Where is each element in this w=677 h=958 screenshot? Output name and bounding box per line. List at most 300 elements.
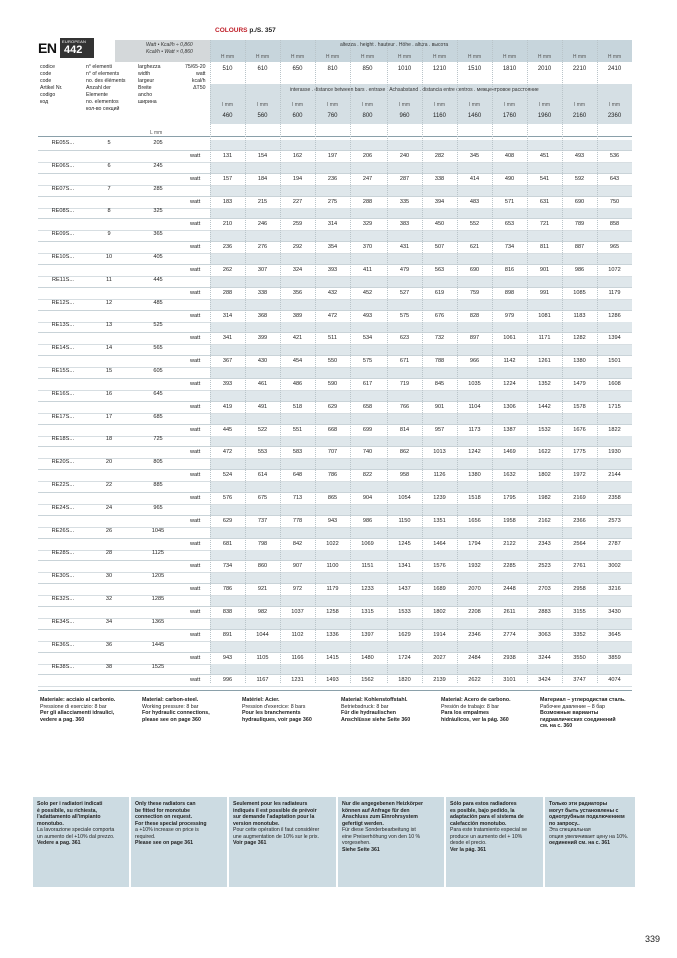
output-value: 1622 [538,449,551,456]
output-value: 621 [469,244,480,251]
monotube-line: gefertigt werden. [342,820,384,827]
material-line: please see on page 360 [142,716,201,723]
output-value: 2611 [503,609,516,615]
width-value: 485 [153,299,163,306]
width-value: 1045 [151,527,165,534]
table-row [38,299,632,311]
output-value: 3747 [573,677,586,684]
output-value: 452 [362,289,373,296]
output-label-watt: watt [195,71,206,77]
output-value: 979 [504,312,515,319]
width-value: 285 [153,185,163,192]
element-count: 17 [105,413,113,420]
material-line: vedere a pag. 360 [40,716,85,723]
watt-label: watt [190,449,201,456]
output-value: 1380 [468,472,481,479]
output-value: 2122 [503,540,516,547]
table-row [38,139,632,151]
output-value: 1258 [326,609,339,615]
monotube-line: monotubo. [37,820,64,827]
output-value: 307 [257,267,268,273]
material-line: Materiale: acciaio al carbonio. [40,697,116,703]
monotube-line: è possibile, su richiesta, [37,807,97,814]
output-value: 1282 [573,335,586,342]
output-value: 162 [292,153,303,159]
output-value: 206 [362,153,373,159]
material-note [40,697,136,723]
output-value: 860 [257,563,268,570]
material-line: hydrauliques, voir page 360 [242,716,312,723]
output-value: 2343 [538,540,551,547]
output-value: 2358 [608,495,621,501]
output-value: 1173 [468,426,481,433]
model-code: RE15S... [51,368,74,374]
output-value: 236 [222,244,233,251]
interaxis-value: 800 [362,113,373,119]
height-value: 810 [327,66,338,72]
lmm-label: L mm [150,130,163,136]
monotube-line: могут быть установлены с [549,807,619,814]
output-value: 393 [222,381,233,387]
output-value: 766 [399,403,410,410]
output-value: 986 [362,517,373,524]
height-value: 650 [292,66,303,72]
output-value: 3550 [573,654,586,661]
en-label: EN [38,40,57,56]
output-value: 898 [504,289,515,296]
output-value: 571 [504,198,515,205]
height-value: 510 [222,66,233,72]
material-line: Pression d'exercice: 8 bars [242,703,306,710]
output-value: 370 [362,244,373,251]
output-value: 814 [399,426,410,433]
width-value: 365 [153,231,163,238]
code-label-ru: код [40,99,49,105]
monotube-line: Sólo para estos radiadores [450,801,517,807]
width-value: 685 [153,413,163,420]
output-value: 1380 [573,358,586,365]
monotube-line: La lavorazione speciale comporta [37,827,115,833]
output-value: 1802 [538,472,551,479]
output-value: 690 [469,267,480,273]
width-labels [138,64,161,106]
material-line: Рабочее давление – 8 бар [540,703,605,710]
output-value: 996 [222,677,233,684]
monotube-note [545,797,635,887]
l-unit-label: I mm [398,102,411,108]
code-label-de: Artikel Nr. [40,85,63,91]
output-value: 197 [327,153,338,159]
table-row [38,162,632,174]
output-value: 750 [609,198,620,205]
colours-page: p./S. 357 [249,27,276,34]
output-value: 2958 [573,586,586,593]
watt-label: watt [190,175,201,182]
material-line: Материал – углеродистая сталь. [540,697,626,703]
table-row [38,390,632,402]
model-code: RE06S... [51,162,74,169]
output-value: 966 [469,358,480,365]
output-value: 943 [327,517,338,524]
element-count: 20 [105,459,113,466]
table-row [38,481,632,493]
output-value: 631 [539,198,550,205]
height-value: 1210 [432,66,447,72]
output-value: 838 [222,609,233,615]
output-value: 1171 [538,335,551,342]
output-value: 1085 [573,289,586,296]
monotube-line: sur demande l'adaptation pour la [233,814,315,820]
output-value: 414 [469,175,480,182]
table-row [38,595,632,607]
output-value: 2027 [433,654,446,661]
watt-label: watt [190,289,201,296]
monotube-line: version monotube. [233,820,280,827]
output-value: 958 [399,472,410,479]
output-value: 3002 [608,563,621,570]
interaxis-value: 1760 [502,113,517,119]
output-value: 887 [574,244,585,251]
output-value: 1261 [538,358,551,365]
monotube-line: Anschluss zum Einrohrsystem [342,814,418,820]
output-value: 276 [257,244,268,251]
element-count: 22 [105,482,113,488]
page-number: 339 [645,934,661,944]
height-value: 1510 [467,66,482,72]
output-value: 215 [257,198,268,205]
monotube-line: Siehe Seite 361 [342,846,380,853]
monotube-line: Pour cette opération il faut considérer [233,827,320,833]
material-line: Betriebsdruck: 8 bar [341,703,389,710]
output-value: 583 [292,449,303,456]
model-code: RE17S... [51,413,74,420]
output-value: 1142 [503,358,516,365]
model-code: RE34S... [51,618,74,625]
element-count: 34 [105,618,113,625]
output-value: 619 [434,289,445,296]
width-value: 405 [153,254,163,260]
monotube-line: Voir page 361 [233,840,267,846]
output-value: 1775 [573,449,586,456]
table-row [38,618,632,630]
output-value: 2346 [468,631,481,638]
en-badge-number: 442 [64,44,83,56]
element-count: 6 [107,162,111,169]
output-value: 1676 [573,426,586,433]
watt-label: watt [190,563,201,570]
output-value: 732 [434,335,445,342]
monotube-line: по запросу.. [549,820,580,827]
h-unit-label: H mm [290,54,305,60]
en442-logo [38,38,95,58]
en-badge-european: EUROPEAN [62,39,87,44]
output-value: 431 [399,244,410,251]
output-value: 210 [222,221,233,228]
output-value: 335 [399,198,410,205]
code-label-en: code [40,71,52,77]
h-unit-label: H mm [397,54,412,60]
output-value: 1035 [468,381,481,387]
watt-label: watt [190,609,201,615]
output-value: 131 [222,153,233,159]
output-value: 3645 [608,631,621,638]
output-value: 1245 [398,540,411,547]
output-value: 1231 [291,677,304,684]
height-value: 2010 [537,66,552,72]
h-unit-label: H mm [572,54,587,60]
output-value: 2285 [503,563,516,570]
output-value: 858 [609,221,620,228]
output-value: 3216 [608,586,621,593]
watt-label: watt [190,472,201,479]
element-count: 30 [105,573,113,580]
model-code: RE26S... [51,527,74,534]
watt-label: watt [190,495,201,501]
output-value: 1794 [468,540,481,547]
watt-label: watt [190,381,201,387]
model-code: RE32S... [51,596,74,602]
output-value: 786 [222,586,233,593]
output-value: 534 [362,335,373,342]
output-value: 341 [222,335,233,342]
table-row [38,253,632,265]
elements-label-en: n° of elements [86,71,120,77]
table-row [38,207,632,219]
material-line: Working pressure: 8 bar [142,703,199,710]
output-value: 493 [362,312,373,319]
output-value: 282 [434,153,445,159]
output-value: 972 [292,586,303,593]
output-value: 734 [504,244,515,251]
output-value: 590 [327,381,338,387]
output-value: 354 [327,244,338,251]
output-value: 1795 [503,495,516,501]
conversion-line-2: Kcal/h • Watt × 0,860 [146,49,193,55]
output-value: 2208 [468,609,481,615]
width-value: 445 [153,276,163,283]
model-code: RE08S... [51,208,74,215]
watt-label: watt [190,358,201,365]
material-note [441,697,537,723]
monotube-line: Vedere a pag. 361 [37,840,81,846]
output-value: 430 [257,358,268,365]
material-line: Für die hydraulischen [341,710,397,717]
table-row [38,185,632,197]
output-value: 982 [257,609,268,615]
code-labels [40,64,62,106]
output-value: 2774 [503,631,516,638]
output-value: 246 [257,221,268,228]
height-value: 1810 [502,66,517,72]
output-value: 1387 [503,426,516,433]
output-value: 472 [327,312,338,319]
table-row [38,527,632,539]
width-value: 1285 [151,596,165,602]
material-line: hidráulicos, ver la pág. 360 [441,716,509,723]
output-value: 450 [434,221,445,228]
model-code: RE05S... [51,140,74,146]
output-value: 1930 [608,449,621,456]
output-value: 1437 [398,586,411,593]
model-code: RE20S... [51,459,74,466]
output-value: 1689 [433,586,446,593]
column-separator [597,40,598,683]
output-value: 986 [574,267,585,273]
width-value: 565 [153,345,163,352]
elements-label-de: Anzahl der [86,85,111,91]
output-value: 1532 [538,426,551,433]
output-value: 2366 [573,517,586,524]
output-value: 1442 [538,403,551,410]
code-label-fr: code [40,78,52,84]
element-count: 10 [105,254,113,260]
output-value: 897 [469,335,480,342]
column-separator [422,40,423,683]
output-value: 3859 [608,654,621,661]
width-value: 965 [153,504,163,511]
table-row [38,321,632,333]
height-value: 2410 [607,66,622,72]
output-value: 629 [327,403,338,410]
conversion-line-1: Watt • Kcal/h ÷ 0,860 [146,42,193,48]
output-value: 419 [222,403,233,410]
output-value: 2484 [468,654,481,661]
output-value: 1341 [398,563,411,570]
colours-reference [215,27,276,34]
element-count: 8 [107,208,111,215]
output-value: 1533 [398,609,411,615]
model-code: RE22S... [51,482,74,488]
monotube-note [338,797,444,887]
output-value: 648 [292,472,303,479]
output-value: 1578 [573,403,586,410]
width-value: 645 [153,390,163,397]
output-value: 1044 [256,631,269,638]
output-value: 1724 [398,654,411,661]
width-value: 1365 [151,618,165,625]
width-value: 1445 [151,641,165,648]
h-unit-label: H mm [255,54,270,60]
output-value: 507 [434,244,445,251]
output-value: 1351 [433,517,446,524]
monotube-line: Please see on page 361 [135,840,193,846]
model-code: RE38S... [51,664,74,671]
output-value: 740 [362,449,373,456]
output-value: 1958 [503,517,516,524]
output-value: 778 [292,517,303,524]
table-row [38,413,632,425]
en-badge [60,38,94,58]
output-value: 1183 [573,312,586,319]
height-value: 610 [257,66,268,72]
column-separator [350,40,351,683]
element-count: 28 [105,550,113,557]
element-count: 16 [105,390,113,397]
output-value: 1105 [256,654,269,661]
model-code: RE28S... [51,550,74,557]
output-value: 1562 [361,677,374,684]
output-value: 1233 [361,586,374,593]
elements-label-es: no. elementos [86,99,119,105]
output-value: 786 [327,472,338,479]
output-value: 1306 [503,403,516,410]
output-value: 314 [222,312,233,319]
watt-label: watt [190,677,201,684]
monotube-line: connection on request. [135,814,193,820]
output-value: 338 [434,175,445,182]
output-value: 553 [257,449,268,456]
material-line: Pour les branchements [242,710,301,717]
width-value: 205 [153,140,163,146]
output-value: 957 [434,426,445,433]
output-value: 1479 [573,381,586,387]
h-unit-label: H mm [467,54,482,60]
output-value: 668 [327,426,338,433]
output-value: 288 [362,198,373,205]
table-row [38,549,632,561]
output-value: 1336 [326,631,339,638]
monotube-line: können auf Anfrage für den [342,807,410,814]
monotube-note [131,797,227,887]
l-unit-label: I mm [503,102,516,108]
column-separator [457,40,458,683]
output-value: 445 [222,426,233,433]
output-value: 737 [257,517,268,524]
column-separator [245,40,246,683]
output-value: 421 [292,335,303,342]
width-value: 325 [153,208,163,215]
output-value: 1069 [361,540,374,547]
model-code: RE13S... [51,322,74,329]
monotube-note [446,797,543,887]
output-value: 383 [399,221,410,228]
output-value: 675 [257,495,268,501]
watt-label: watt [190,221,201,228]
output-value: 3424 [538,677,551,684]
output-value: 227 [292,198,303,205]
element-count: 18 [105,436,113,443]
output-value: 1167 [256,677,269,684]
output-value: 1397 [361,631,374,638]
material-line: Material: Kohlenstoffstahl. [341,697,408,703]
table-row [38,367,632,379]
output-value: 690 [574,198,585,205]
width-value: 725 [153,436,163,443]
l-unit-label: I mm [326,102,339,108]
output-value: 943 [222,654,233,661]
monotube-line: Only these radiators can [135,801,196,807]
output-value: 1608 [608,381,621,387]
width-value: 525 [153,322,163,329]
width-value: 885 [153,482,163,488]
output-value: 865 [327,495,338,501]
elements-label-it: n° elementi [86,64,113,70]
height-value: 1010 [397,66,412,72]
output-value: 1501 [608,358,621,365]
width-value: 605 [153,368,163,374]
interaxis-value: 560 [257,113,268,119]
height-caption: altezza . height . hauteur . Höhe . altura . высота [340,42,449,48]
output-value: 1054 [398,495,411,501]
output-value: 345 [469,153,480,159]
output-value: 389 [292,312,303,319]
output-value: 461 [257,381,268,387]
table-row [38,276,632,288]
output-value: 1518 [468,495,481,501]
output-value: 408 [504,153,515,159]
output-value: 541 [539,175,550,182]
output-value: 2883 [538,609,551,615]
